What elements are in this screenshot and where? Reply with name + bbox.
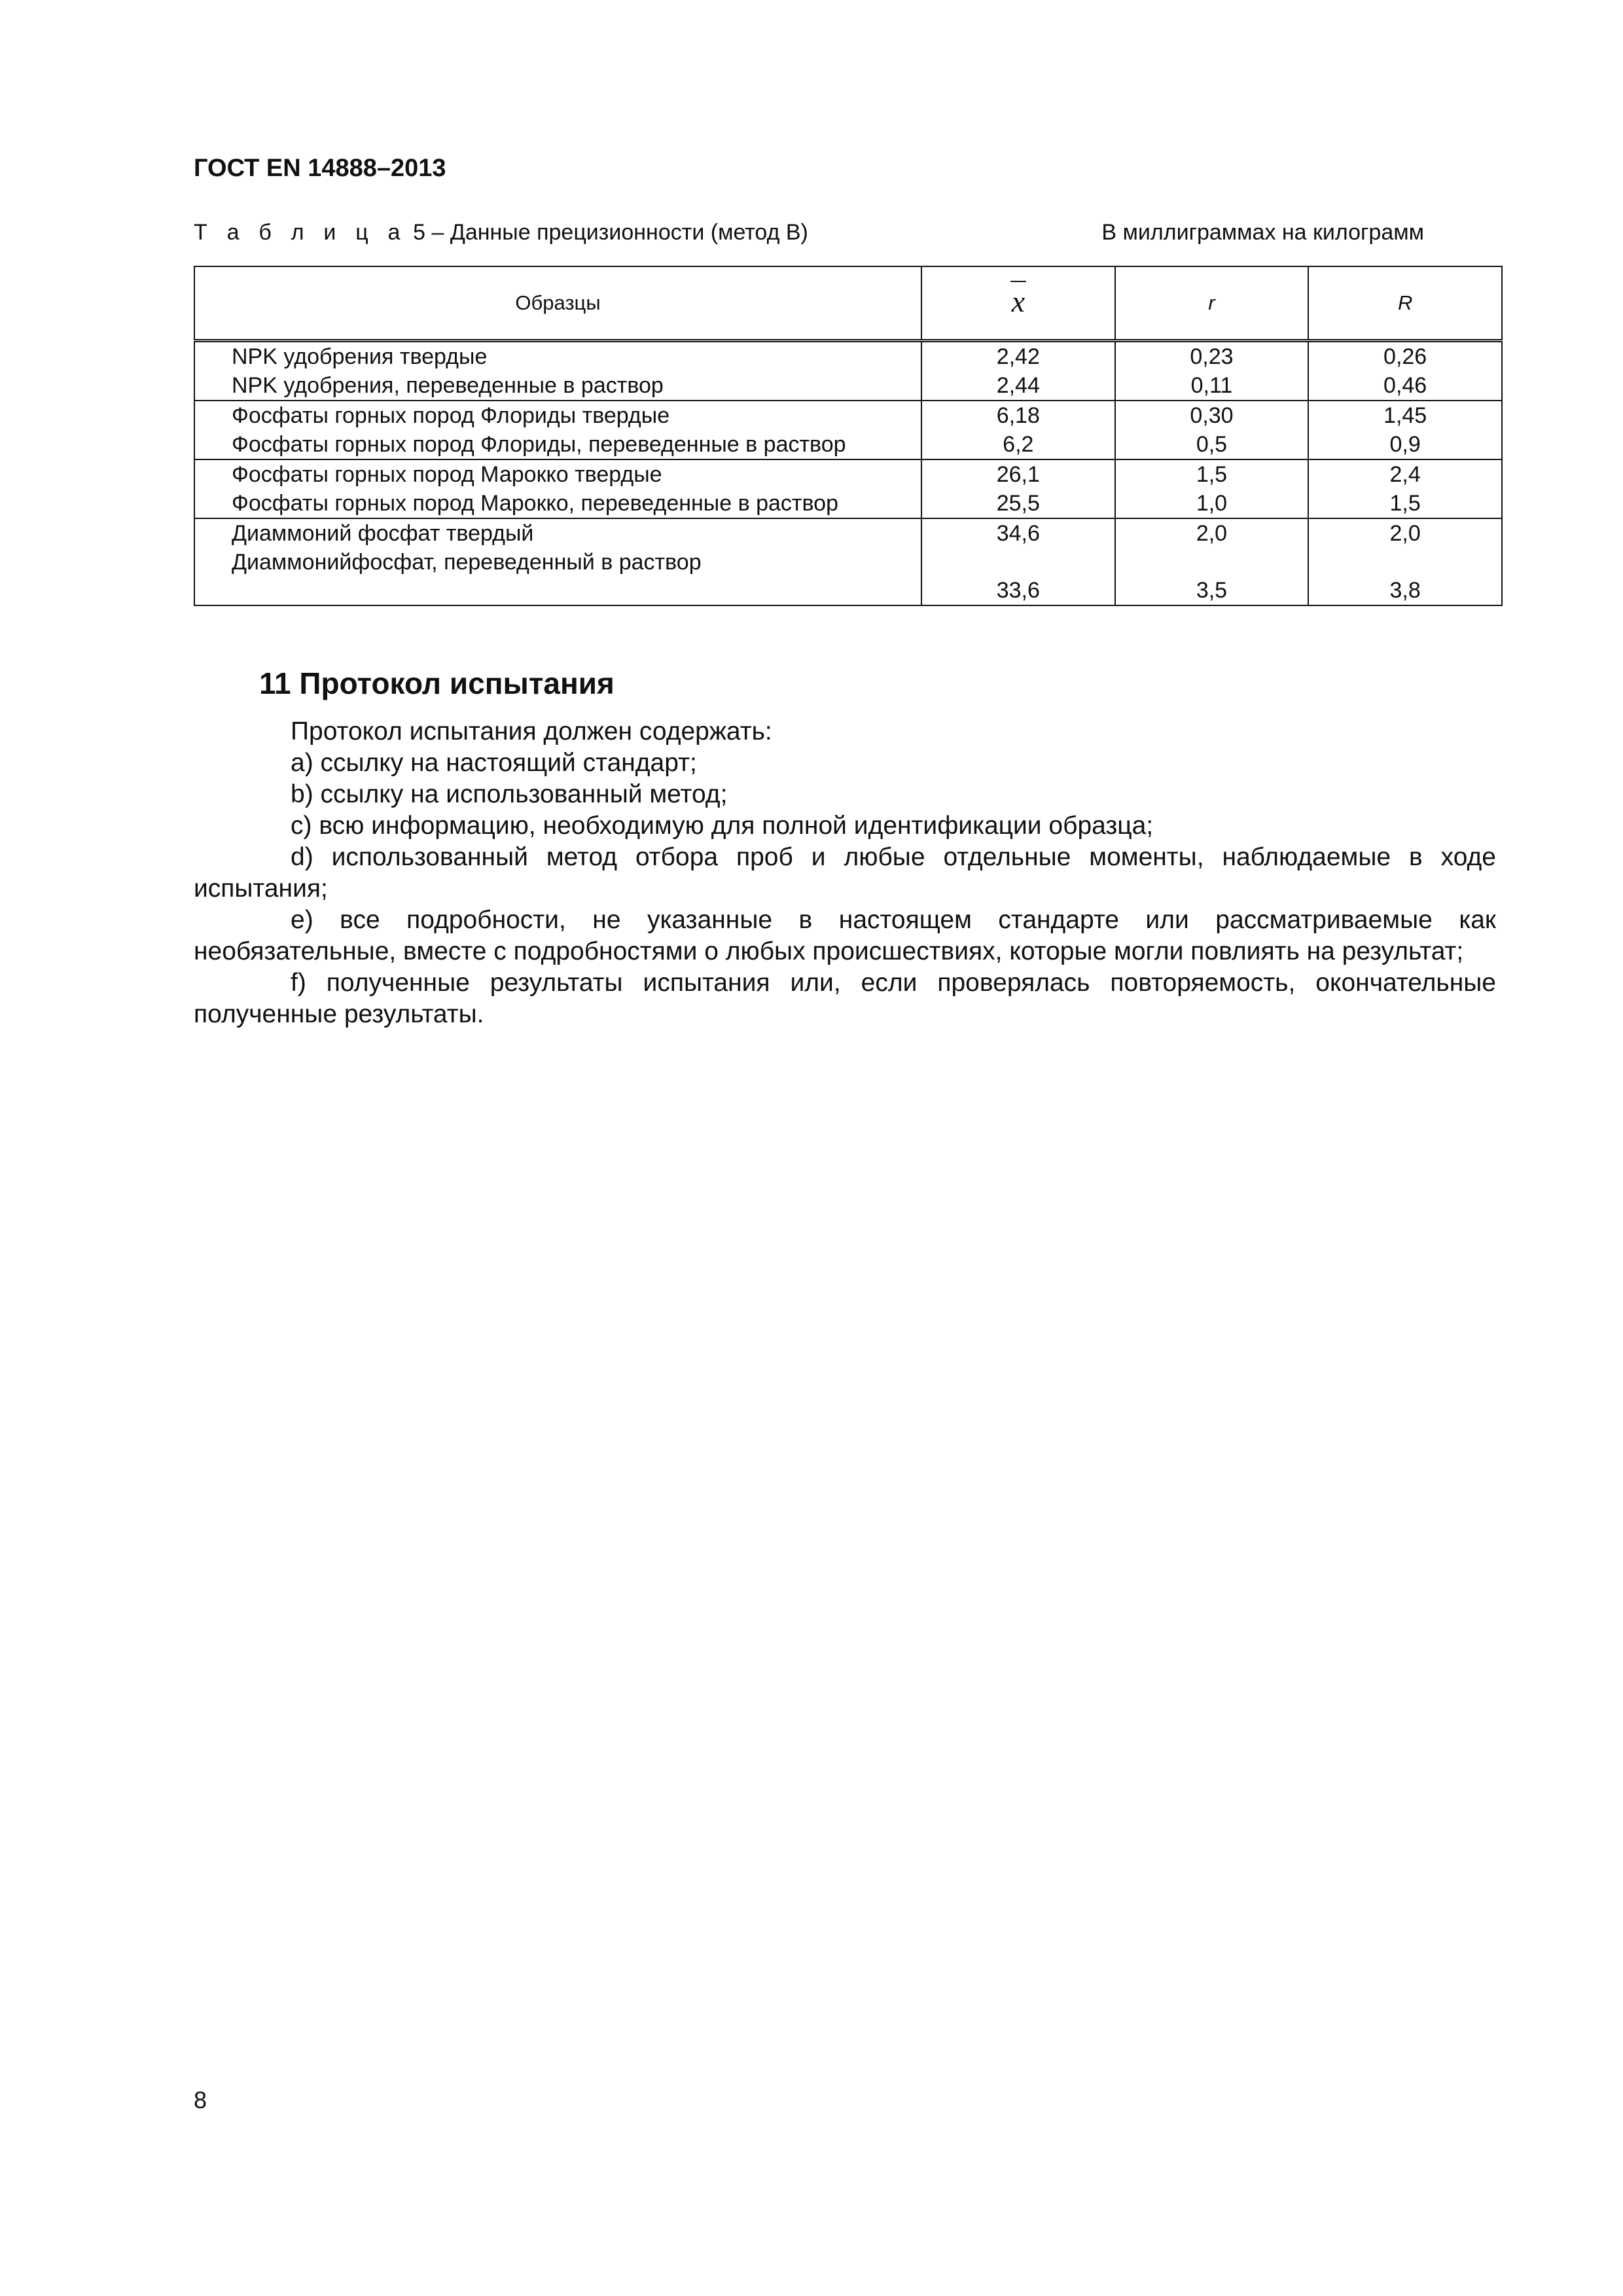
repeatability-cell: 3,5	[1115, 548, 1309, 605]
header-mean-symbol: x	[1011, 284, 1025, 318]
header-repeatability: r	[1115, 266, 1309, 341]
precision-table	[194, 266, 1503, 606]
mean-cell: 33,6	[921, 548, 1115, 605]
reproducibility-cell: 0,26	[1308, 341, 1502, 372]
mean-cell: 2,44	[921, 371, 1115, 401]
reproducibility-cell: 3,8	[1308, 548, 1502, 605]
table-row	[194, 341, 1502, 372]
table-group-npk	[194, 341, 1502, 401]
sample-cell: Фосфаты горных пород Марокко, переведенные в раствор	[194, 489, 921, 518]
repeatability-cell: 0,11	[1115, 371, 1309, 401]
sample-cell: NPK удобрения, переведенные в раствор	[194, 371, 921, 401]
list-item: f) полученные результаты испытания или, если проверялась повторяемость, окончательные полученные результаты.	[194, 969, 1496, 1028]
mean-cell: 2,42	[921, 341, 1115, 372]
table-row	[194, 459, 1502, 489]
repeatability-cell: 1,5	[1115, 459, 1309, 489]
table-caption	[194, 220, 808, 245]
mean-cell: 25,5	[921, 489, 1115, 518]
table-row	[194, 518, 1502, 548]
table-caption-label: Т а б л и ц а	[194, 220, 407, 245]
sample-cell: Фосфаты горных пород Флориды твердые	[194, 401, 921, 430]
table-row	[194, 371, 1502, 401]
mean-cell: 6,18	[921, 401, 1115, 430]
table-row	[194, 548, 1502, 605]
section-intro: Протокол испытания должен содержать:	[291, 717, 772, 745]
table-row	[194, 401, 1502, 430]
sample-cell: NPK удобрения твердые	[194, 341, 921, 372]
document-code: ГОСТ EN 14888–2013	[194, 154, 446, 182]
repeatability-cell: 0,5	[1115, 430, 1309, 459]
table-caption-row	[194, 220, 1424, 253]
page-number: 8	[194, 2087, 207, 2113]
mean-cell: 26,1	[921, 459, 1115, 489]
table-units: В миллиграммах на килограмм	[1101, 220, 1424, 245]
repeatability-cell: 0,30	[1115, 401, 1309, 430]
table-caption-text: 5 – Данные прецизионности (метод В)	[406, 220, 808, 245]
table-row	[194, 489, 1502, 518]
sample-cell: Фосфаты горных пород Марокко твердые	[194, 459, 921, 489]
list-item: b) ссылку на использованный метод;	[291, 780, 728, 808]
list-item: d) использованный метод отбора проб и любые отдельные моменты, наблюдаемые в ходе испытания;	[194, 843, 1496, 903]
reproducibility-cell: 2,4	[1308, 459, 1502, 489]
test-report-section	[194, 664, 1496, 1030]
table-group-dap	[194, 518, 1502, 605]
reproducibility-cell: 0,9	[1308, 430, 1502, 459]
mean-cell: 6,2	[921, 430, 1115, 459]
list-item: e) все подробности, не указанные в настоящем стандарте или рассматриваемые как необязательные, вместе с подробностями о любых происшествиях, которые могли повлиять на результат;	[194, 906, 1496, 965]
reproducibility-cell: 0,46	[1308, 371, 1502, 401]
table-group-florida	[194, 401, 1502, 459]
mean-cell: 34,6	[921, 518, 1115, 548]
sample-cell: Диаммоний фосфат твердый	[194, 518, 921, 548]
repeatability-cell: 2,0	[1115, 518, 1309, 548]
header-samples: Образцы	[194, 266, 921, 341]
sample-cell: Диаммонийфосфат, переведенный в раствор	[194, 548, 921, 605]
list-item: a) ссылку на настоящий стандарт;	[291, 749, 697, 777]
reproducibility-cell: 2,0	[1308, 518, 1502, 548]
section-title: 11 Протокол испытания	[259, 666, 615, 700]
header-mean	[921, 266, 1115, 341]
table-row	[194, 430, 1502, 459]
repeatability-cell: 1,0	[1115, 489, 1309, 518]
repeatability-cell: 0,23	[1115, 341, 1309, 372]
sample-cell: Фосфаты горных пород Флориды, переведенные в раствор	[194, 430, 921, 459]
header-reproducibility: R	[1308, 266, 1502, 341]
list-item: c) всю информацию, необходимую для полной идентификации образца;	[291, 812, 1154, 840]
reproducibility-cell: 1,45	[1308, 401, 1502, 430]
table-group-morocco	[194, 459, 1502, 518]
reproducibility-cell: 1,5	[1308, 489, 1502, 518]
table-header-row	[194, 266, 1502, 341]
